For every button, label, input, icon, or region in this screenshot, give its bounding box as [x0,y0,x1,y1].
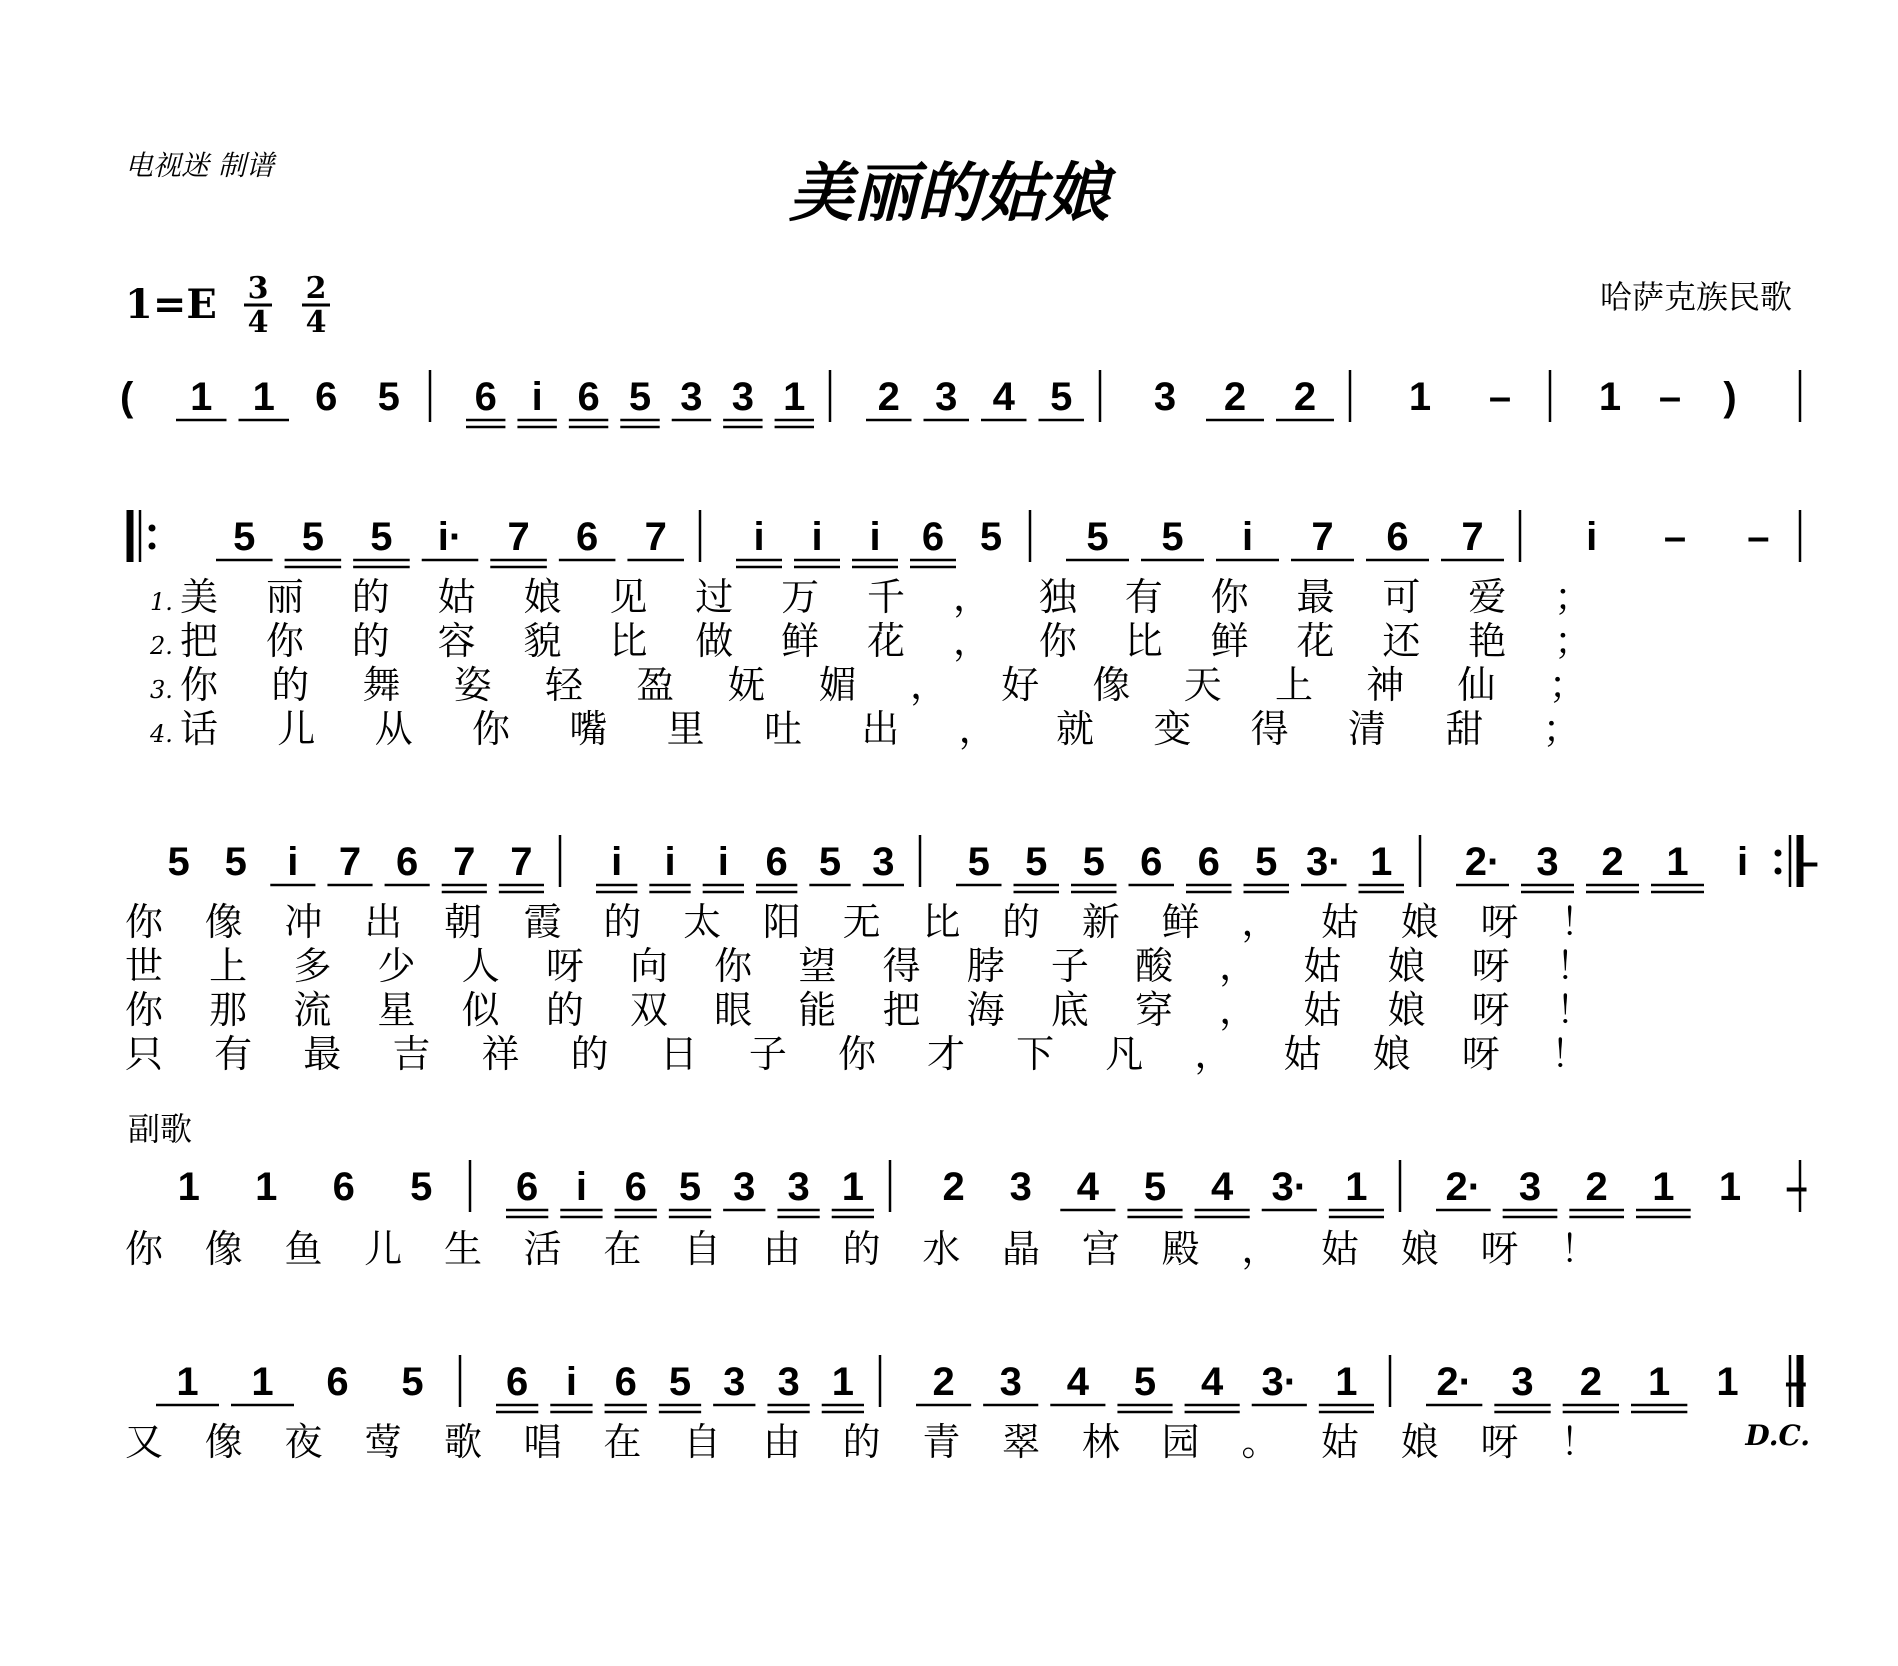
note: 5 [233,515,256,559]
note: 1 [841,1165,864,1209]
note: 5 [1086,515,1109,559]
note: 1 [190,375,213,419]
note: 1 [831,1360,854,1404]
lyric-line [125,900,1640,944]
note: 5 [628,375,652,419]
note: 3· [1305,840,1342,884]
note: 1 [1408,375,1432,419]
note: 2 [877,375,900,419]
measure [176,375,400,420]
note: 1 [1718,1165,1742,1209]
score-row [125,1355,1810,1464]
score-row [125,835,1819,1076]
note: 4 [992,375,1015,419]
note: 5 [668,1360,692,1404]
note: i [531,375,543,419]
lyric-line [125,944,1640,988]
note: 3· [1271,1165,1308,1209]
note: 1 [1666,840,1689,884]
note: 5 [1082,840,1105,884]
note: – [1785,1165,1808,1209]
note: 6 [474,375,497,419]
note: 7 [453,840,476,884]
note: 3 [787,1165,810,1209]
verse-number: 3. [150,676,173,704]
note: ) [1723,375,1737,419]
dc-mark: D.C. [1745,1419,1810,1452]
measure [1599,375,1737,419]
note: i [1736,840,1749,884]
lyric-text: 只有最吉祥的日子你才下凡，姑娘呀！ [125,1032,1641,1076]
note: 6 [506,1360,529,1404]
lyric-text: 话儿从你嘴里吐出，就变得清甜； [180,707,1641,751]
lyric-line [150,575,1640,619]
note: 7 [338,840,362,884]
time-signature-numerator: 2 [305,271,327,306]
note: – [1784,1360,1807,1404]
lyric-text: 把你的容貌比做鲜花，你比鲜花还艳； [180,619,1641,663]
note: – [1747,515,1770,559]
note: 4 [1201,1360,1224,1404]
time-signature-denominator: 4 [305,305,327,340]
note: 6 [765,840,788,884]
note: i [287,840,299,884]
measure [156,1360,424,1405]
time-signature-numerator: 3 [247,271,269,306]
measure [506,1165,874,1217]
note: i [811,515,823,559]
note: i [1586,515,1598,559]
note: 1 [1648,1360,1671,1404]
note: 3 [1511,1360,1534,1404]
note: 2· [1436,1360,1472,1404]
time-signature-denominator: 4 [247,305,269,340]
measure [916,1360,1374,1412]
measure [956,840,1404,892]
measure [178,1165,433,1209]
note: 2 [1223,375,1247,419]
note: i [717,840,729,884]
note: 5 [967,840,990,884]
note: 1 [255,1165,278,1209]
note: 3 [723,1360,746,1404]
song-origin: 哈萨克族民歌 [1599,278,1792,316]
note: 6 [576,515,599,559]
note: 6 [332,1165,355,1209]
note: 1 [251,1360,274,1404]
score-rows [120,370,1819,1464]
note: 4 [1076,1165,1099,1209]
note: 4 [1066,1360,1089,1404]
measure [216,515,684,567]
measure [866,375,1084,420]
note: i [753,515,765,559]
note: 5 [1050,375,1073,419]
lyric-text: 你那流星似的双眼能把海底穿，姑娘呀！ [125,988,1641,1032]
lyric-line [125,1032,1640,1076]
note: 1 [252,375,275,419]
repeat-dot [1775,850,1782,857]
note: 3 [733,1165,756,1209]
note: – [1663,515,1687,559]
note: 6 [577,375,600,419]
note: 5 [979,515,1003,559]
note: 3 [731,375,754,419]
note: – [1796,840,1819,884]
note: 2 [1585,1165,1608,1209]
time-signature-1 [244,271,272,340]
lyric-line [149,619,1640,663]
verse-number: 4. [150,720,173,748]
note: 3 [1518,1165,1542,1209]
lyric-line [125,1420,1640,1464]
note: 5 [1143,1165,1167,1209]
repeat-dot [1775,868,1782,875]
measure [1066,515,1504,560]
note: 2· [1445,1165,1482,1209]
measure [1586,515,1769,559]
note: 5 [167,840,190,884]
note: 5 [401,1360,424,1404]
measure [942,1165,1384,1217]
open-paren: ( [120,375,134,419]
note: 1 [1716,1360,1739,1404]
note: 7 [507,515,530,559]
note: 6 [1386,515,1409,559]
repeat-dot [149,525,156,532]
note: i· [437,515,463,559]
note: 2 [932,1360,955,1404]
note: i [565,1360,577,1404]
note: 5 [410,1165,433,1209]
note: 6 [516,1165,539,1209]
note: 5 [370,515,393,559]
verse-number: 2. [150,632,173,660]
note: 5 [224,840,247,884]
note: 3 [872,840,895,884]
note: i [611,840,623,884]
note: 1 [1345,1165,1368,1209]
note: 7 [1311,515,1334,559]
note: 3 [935,375,958,419]
note: 1 [1335,1360,1358,1404]
note: 3· [1261,1360,1298,1404]
measure [736,515,1002,567]
key-signature: 1=E [125,281,217,328]
measure [167,840,544,892]
note: 6 [614,1360,637,1404]
note: 6 [326,1360,349,1404]
note: 5 [1255,840,1278,884]
score-row [120,370,1800,427]
lyric-line [150,663,1640,707]
section-label: 副歌 [128,1110,193,1148]
note: 6 [1140,840,1163,884]
note: 1 [783,375,806,419]
note: 3 [1153,375,1177,419]
lyric-text: 你的舞姿轻盈妩媚，好像天上神仙； [180,663,1641,707]
note: i [664,840,676,884]
note: 1 [177,1165,200,1209]
credit-text: 电视迷 制谱 [125,149,274,182]
lyric-line [125,988,1640,1032]
repeat-dot [149,543,156,550]
note: 5 [1025,840,1048,884]
note: 6 [315,375,338,419]
page-title: 美丽的姑娘 [789,156,1109,231]
note: 7 [644,515,667,559]
lyric-text: 你像冲出朝霞的太阳无比的新鲜，姑娘呀！ [125,900,1641,944]
note: i [575,1165,587,1209]
time-signature-2 [302,271,330,340]
note: 5 [678,1165,702,1209]
measure [596,840,904,892]
measure [1436,1165,1808,1217]
lyric-text: 美丽的姑娘见过万千，独有你最可爱； [180,575,1641,619]
note: – [1658,375,1682,419]
lyric-text: 你像鱼儿生活在自由的水晶宫殿，姑娘呀！ [125,1227,1641,1271]
verse-number: 1. [150,588,173,616]
note: 2 [1293,375,1317,419]
note: 2· [1464,840,1501,884]
note: 1 [1598,375,1622,419]
note: 5 [1161,515,1184,559]
note: 6 [396,840,419,884]
lyric-line [125,1227,1640,1271]
note: 3 [777,1360,800,1404]
score-row [130,510,1800,751]
note: 5 [818,840,842,884]
note: 3 [999,1360,1022,1404]
note: 6 [1197,840,1220,884]
note: 4 [1211,1165,1234,1209]
measure [496,1360,864,1412]
measure [1456,840,1819,892]
measure [1409,375,1511,419]
measure [1154,375,1334,420]
lyric-text: 又像夜莺歌唱在自由的青翠林园。姑娘呀！ [125,1420,1641,1464]
note: 3 [680,375,703,419]
note: 2 [1579,1360,1602,1404]
note: 3 [1009,1165,1032,1209]
note: 5 [1133,1360,1157,1404]
note: 5 [301,515,324,559]
note: 1 [1370,840,1393,884]
lyric-line [149,707,1640,751]
note: 3 [1536,840,1559,884]
measure [466,375,814,427]
note: 2 [1601,840,1624,884]
note: 1 [1652,1165,1675,1209]
note: i [869,515,881,559]
note: 1 [176,1360,199,1404]
note: – [1488,375,1512,419]
note: 7 [510,840,533,884]
measure [1426,1360,1807,1412]
note: 7 [1461,515,1484,559]
note: i [1241,515,1254,559]
score-row [125,1110,1808,1271]
note: 5 [377,375,400,419]
note: 6 [921,515,945,559]
note: 2 [942,1165,965,1209]
note: 6 [624,1165,647,1209]
lyric-text: 世上多少人呀向你望得脖子酸，姑娘呀！ [125,944,1641,988]
